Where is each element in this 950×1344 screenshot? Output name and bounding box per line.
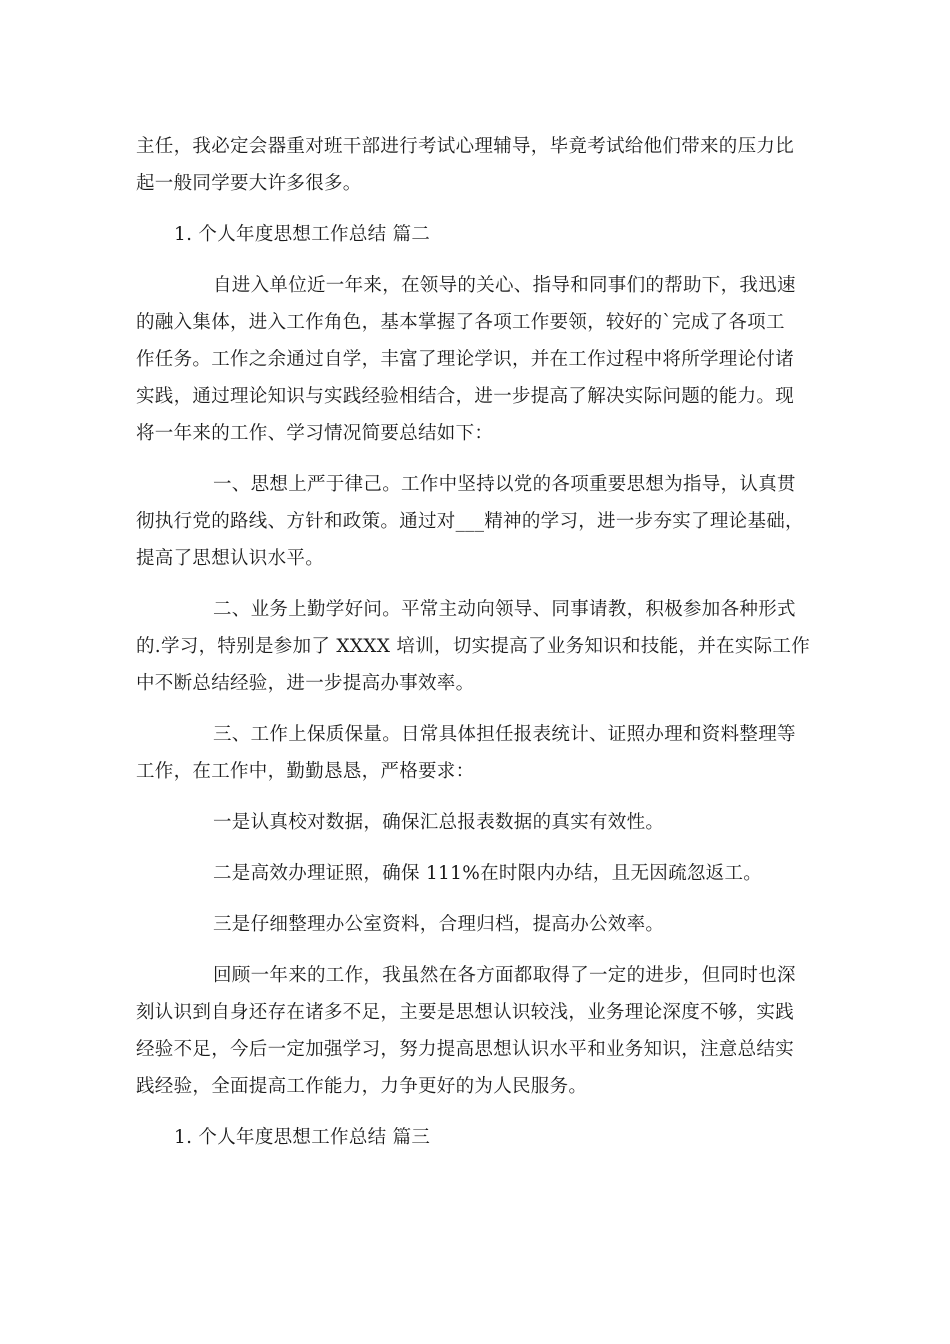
text-line: 中不断总结经验，进一步提高办事效率。 xyxy=(136,673,475,694)
text-line: 三、工作上保质保量。日常具体担任报表统计、证照办理和资料整理等 xyxy=(213,724,796,745)
section-heading-part-three xyxy=(136,1119,816,1156)
document-page xyxy=(136,128,816,1156)
paragraph-continuation xyxy=(136,128,816,202)
text-line: 践经验，全面提高工作能力，力争更好的为人民服务。 xyxy=(136,1076,588,1097)
text-line: 二、业务上勤学好问。平常主动向领导、同事请教，积极参加各种形式 xyxy=(213,599,796,620)
text-line: 的.学习，特别是参加了 XXXX 培训，切实提高了业务知识和技能，并在实际工作 xyxy=(136,636,811,657)
text-line: 主任，我必定会器重对班干部进行考试心理辅导，毕竟考试给他们带来的压力比 xyxy=(136,136,795,157)
paragraph-business xyxy=(136,591,816,702)
text-line: 实践，通过理论知识与实践经验相结合，进一步提高了解决实际问题的能力。现 xyxy=(136,386,795,407)
text-line: 1. 个人年度思想工作总结 篇三 xyxy=(174,1127,431,1148)
text-line: 回顾一年来的工作，我虽然在各方面都取得了一定的进步，但同时也深 xyxy=(213,965,796,986)
list-item-one xyxy=(136,804,816,841)
paragraph-work-quality xyxy=(136,716,816,790)
text-line: 作任务。工作之余通过自学，丰富了理论学识，并在工作过程中将所学理论付诸 xyxy=(136,349,795,370)
paragraph-review xyxy=(136,957,816,1105)
text-line: 一、思想上严于律己。工作中坚持以党的各项重要思想为指导，认真贯 xyxy=(213,474,796,495)
text-line: 刻认识到自身还存在诸多不足，主要是思想认识较浅，业务理论深度不够，实践 xyxy=(136,1002,795,1023)
paragraph-thought xyxy=(136,466,816,577)
text-line: 工作，在工作中，勤勤恳恳，严格要求： xyxy=(136,761,475,782)
text-line: 经验不足，今后一定加强学习，努力提高思想认识水平和业务知识，注意总结实 xyxy=(136,1039,795,1060)
text-line: 1. 个人年度思想工作总结 篇二 xyxy=(174,224,431,245)
text-line: 一是认真校对数据，确保汇总报表数据的真实有效性。 xyxy=(213,812,665,833)
list-item-two xyxy=(136,855,816,892)
list-item-three xyxy=(136,906,816,943)
text-line: 三是仔细整理办公室资料，合理归档，提高办公效率。 xyxy=(213,914,665,935)
text-line: 提高了思想认识水平。 xyxy=(136,548,325,569)
text-line: 将一年来的工作、学习情况简要总结如下： xyxy=(136,423,494,444)
text-line: 自进入单位近一年来，在领导的关心、指导和同事们的帮助下，我迅速 xyxy=(213,275,796,296)
text-line: 二是高效办理证照，确保 111%在时限内办结，且无因疏忽返工。 xyxy=(213,863,763,884)
text-line: 的融入集体，进入工作角色，基本掌握了各项工作要领，较好的`完成了各项工 xyxy=(136,312,785,333)
section-heading-part-two xyxy=(136,216,816,253)
text-line: 彻执行党的路线、方针和政策。通过对___精神的学习，进一步夯实了理论基础， xyxy=(136,511,804,532)
text-line: 起一般同学要大许多很多。 xyxy=(136,173,362,194)
paragraph-intro xyxy=(136,267,816,452)
